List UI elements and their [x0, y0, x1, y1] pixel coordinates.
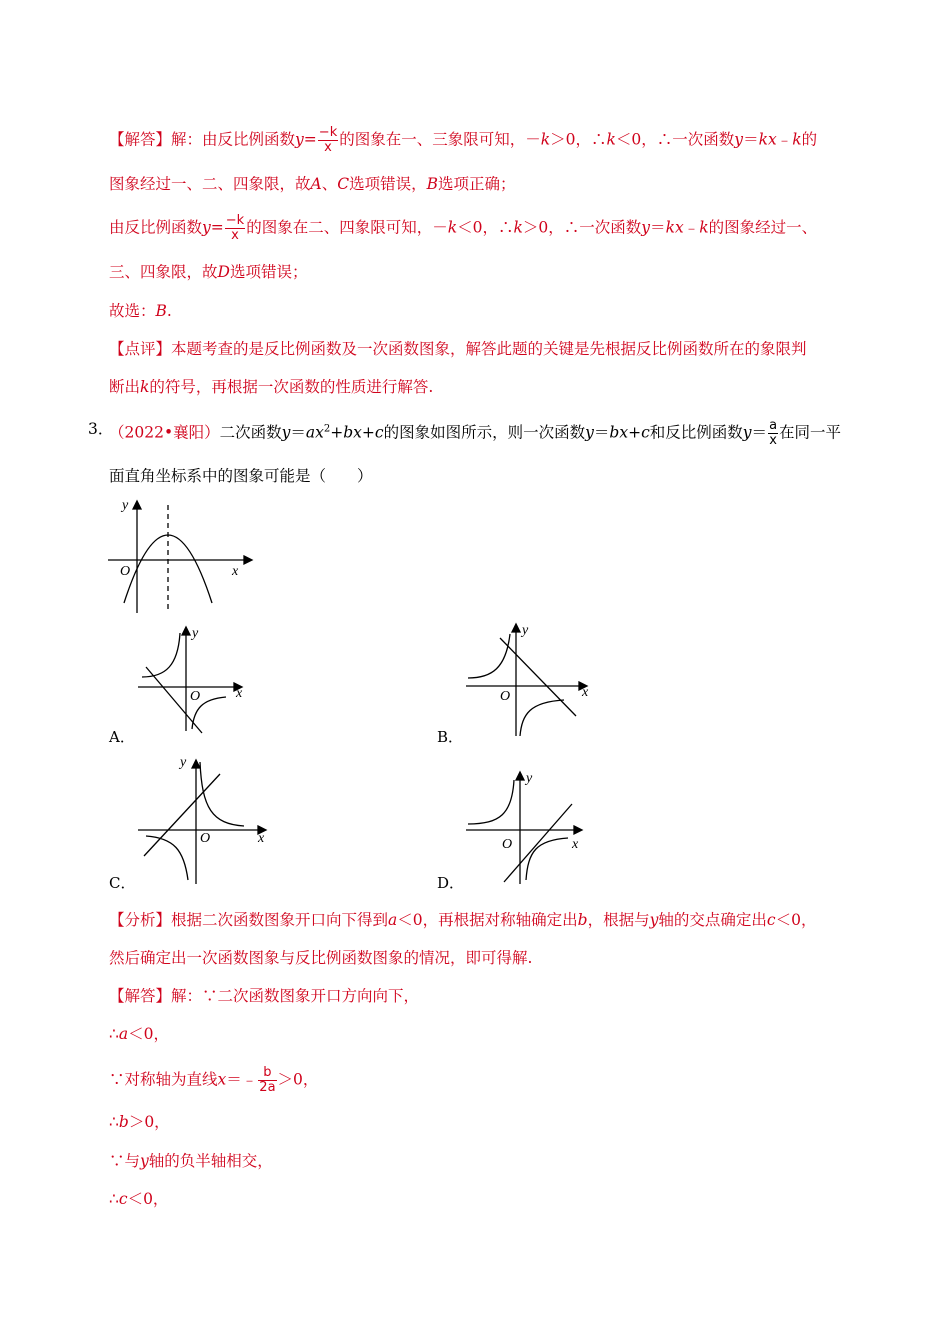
option-c-figure: [136, 752, 271, 886]
var-y: y: [649, 911, 659, 929]
var-bx: bx: [343, 423, 362, 442]
solution3-line-5: [109, 1151, 273, 1171]
frac-num: b: [258, 1066, 276, 1081]
fraction-a-over-x: [768, 419, 778, 448]
text: 对称轴为直线: [124, 1070, 218, 1089]
var-y: y: [585, 423, 594, 442]
axis-label-x: x: [572, 837, 579, 852]
text: 的符号，再根据一次函数的性质进行解答.: [149, 378, 434, 396]
text: 和反比例函数: [649, 423, 743, 442]
text: 轴的交点确定出: [658, 911, 767, 929]
solution-line-4: [109, 262, 307, 282]
option-ref: A: [310, 175, 322, 193]
text: 在同一平: [779, 423, 842, 442]
origin-label: O: [502, 837, 513, 852]
origin-label: O: [200, 831, 211, 846]
text: 选项正确；: [438, 175, 516, 193]
text: ＝﹣: [226, 1070, 258, 1089]
parabola-figure: [104, 495, 254, 617]
exponent: 2: [323, 423, 331, 435]
var-y: y: [641, 218, 651, 237]
option-ref: B: [426, 175, 439, 193]
frac-num: −k: [318, 125, 338, 140]
text: ＝: [743, 130, 759, 149]
var-kx: kx: [665, 218, 684, 237]
frac-den: x: [769, 433, 777, 448]
text: 由反比例函数: [109, 218, 203, 237]
var-a: a: [118, 1025, 129, 1043]
text: ﹣: [683, 218, 700, 237]
axis-label-y: y: [522, 623, 529, 638]
text: 的: [801, 130, 818, 149]
frac-den: 2a: [259, 1080, 276, 1095]
text: 的图象经过一、: [708, 218, 818, 237]
var-y: y: [140, 1152, 149, 1170]
fraction-neg-k-over-x: [225, 214, 245, 243]
text: =: [303, 130, 317, 149]
option-b-figure: [464, 620, 599, 740]
axis-label-y: y: [180, 755, 187, 770]
solution-line-3: [109, 214, 817, 243]
var-kx: kx: [758, 130, 777, 149]
text: 解：由反比例函数: [171, 130, 296, 149]
option-b-label[interactable]: B．: [437, 728, 464, 746]
axis-label-y: y: [122, 498, 129, 513]
var-x: x: [217, 1070, 227, 1089]
var-k: k: [447, 218, 458, 237]
var-y: y: [202, 218, 211, 237]
axis-label-x: x: [258, 831, 265, 846]
analysis-line-1: [109, 910, 816, 930]
text: 的图象在二、四象限可知，－: [246, 218, 448, 237]
text: 图象经过一、二、四象限，故: [109, 175, 311, 193]
var-c: c: [766, 911, 776, 929]
fraction-neg-k-over-x: [318, 126, 338, 155]
text: 、: [321, 175, 338, 193]
var-b: b: [577, 911, 588, 929]
text: ＝: [650, 218, 666, 237]
analysis-tag: 【分析】: [109, 911, 172, 929]
therefore-symbol: ∴: [109, 1113, 119, 1131]
review-tag: 【点评】: [109, 340, 172, 358]
var-k: k: [606, 130, 616, 149]
text: ＝: [593, 423, 610, 442]
var-bx: bx: [609, 423, 629, 442]
solution-line-2: [109, 174, 516, 194]
var-ax: ax: [305, 423, 324, 442]
question-line-1: [109, 419, 841, 448]
review-line-1: [109, 339, 807, 359]
solution3-line-1: [109, 986, 419, 1006]
text: ＜0，∴: [457, 218, 514, 237]
text: ＝: [751, 423, 768, 442]
origin-label: O: [500, 689, 511, 704]
var-c: c: [118, 1190, 128, 1208]
text: 根据二次函数图象开口向下得到: [171, 911, 389, 929]
text: 三、四象限，故: [109, 263, 218, 281]
text: 断出: [109, 378, 141, 396]
question-number: 3．: [88, 420, 114, 438]
because-symbol: ∵: [109, 1152, 125, 1170]
option-a-figure: [136, 625, 256, 735]
text: 然后确定出一次函数图象与反比例函数图象的情况，即可得解.: [109, 949, 533, 967]
var-k: k: [540, 130, 551, 149]
text: 的图象如图所示，则一次函数: [383, 423, 586, 442]
because-symbol: ∵: [109, 1070, 125, 1089]
review-line-2: [109, 377, 433, 397]
analysis-line-2: [109, 948, 532, 968]
option-c-label[interactable]: C．: [109, 874, 136, 892]
text: ＜0，: [128, 1025, 169, 1043]
axis-label-y: y: [526, 771, 533, 786]
frac-den: x: [324, 140, 332, 155]
text: ＜0，: [775, 911, 817, 929]
var-y: y: [295, 130, 304, 149]
solution-tag: 【解答】: [109, 987, 172, 1005]
frac-den: x: [231, 228, 239, 243]
axis-label-y: y: [192, 626, 199, 641]
text: ＞0，: [277, 1070, 319, 1089]
therefore-symbol: ∴: [109, 1190, 119, 1208]
text: ＜0，∴一次函数: [615, 130, 735, 149]
text: 本题考查的是反比例函数及一次函数图象，解答此题的关键是先根据反比例函数所在的象限判: [171, 340, 807, 358]
solution3-line-4: [109, 1112, 170, 1132]
origin-label: O: [120, 564, 131, 579]
text: 选项错误，: [349, 175, 427, 193]
solution3-line-2: [109, 1024, 169, 1044]
text: 轴的负半轴相交，: [148, 1152, 273, 1170]
text: ＞0，∴一次函数: [522, 218, 642, 237]
var-y: y: [281, 423, 291, 442]
option-d-figure: [464, 768, 594, 888]
question-source: （2022•襄阳）: [109, 423, 220, 442]
solution-line-5: [109, 301, 172, 321]
text: +: [628, 423, 642, 442]
var-c: c: [641, 423, 650, 442]
text: .: [166, 302, 172, 320]
axis-label-x: x: [582, 685, 589, 700]
option-ref: D: [217, 263, 230, 281]
option-a-label[interactable]: A．: [109, 728, 135, 746]
var-k: k: [699, 218, 709, 237]
text: 与: [124, 1152, 141, 1170]
text: 解：∵二次函数图象开口方向向下，: [171, 987, 420, 1005]
var-k: k: [792, 130, 802, 149]
var-k: k: [513, 218, 523, 237]
solution3-line-3: [109, 1066, 318, 1095]
var-y: y: [742, 423, 752, 442]
frac-num: −k: [225, 213, 245, 228]
text: ＝: [290, 423, 306, 442]
axis-label-x: x: [232, 564, 239, 579]
text: ＞0，: [128, 1113, 170, 1131]
text: 面直角坐标系中的图象可能是（ ）: [109, 467, 373, 485]
origin-label: O: [190, 689, 201, 704]
var-a: a: [388, 911, 398, 929]
text: ＜0，: [127, 1190, 169, 1208]
text: =: [210, 218, 224, 237]
fraction-b-over-2a: [258, 1066, 276, 1095]
option-ref: B: [155, 302, 167, 320]
option-d-label[interactable]: D．: [437, 874, 465, 892]
text: ，根据与: [587, 911, 650, 929]
axis-label-x: x: [236, 686, 243, 701]
text: ＞0，∴: [550, 130, 607, 149]
text: 选项错误；: [229, 263, 308, 281]
text: ﹣: [776, 130, 793, 149]
text: ＜0，再根据对称轴确定出: [397, 911, 578, 929]
option-ref: C: [337, 175, 350, 193]
solution-tag: 【解答】: [109, 130, 172, 149]
solution3-line-6: [109, 1189, 168, 1209]
var-y: y: [734, 130, 744, 149]
var-k: k: [140, 378, 150, 396]
text: 二次函数: [219, 423, 282, 442]
frac-num: a: [769, 418, 778, 433]
therefore-symbol: ∴: [109, 1025, 119, 1043]
var-b: b: [118, 1113, 129, 1131]
solution-line-1: [109, 126, 817, 155]
text: +: [330, 423, 344, 442]
text: +: [361, 423, 375, 442]
question-line-2: [109, 466, 373, 486]
text: 故选：: [109, 302, 156, 320]
text: 的图象在一、三象限可知，－: [339, 130, 541, 149]
var-c: c: [374, 423, 384, 442]
